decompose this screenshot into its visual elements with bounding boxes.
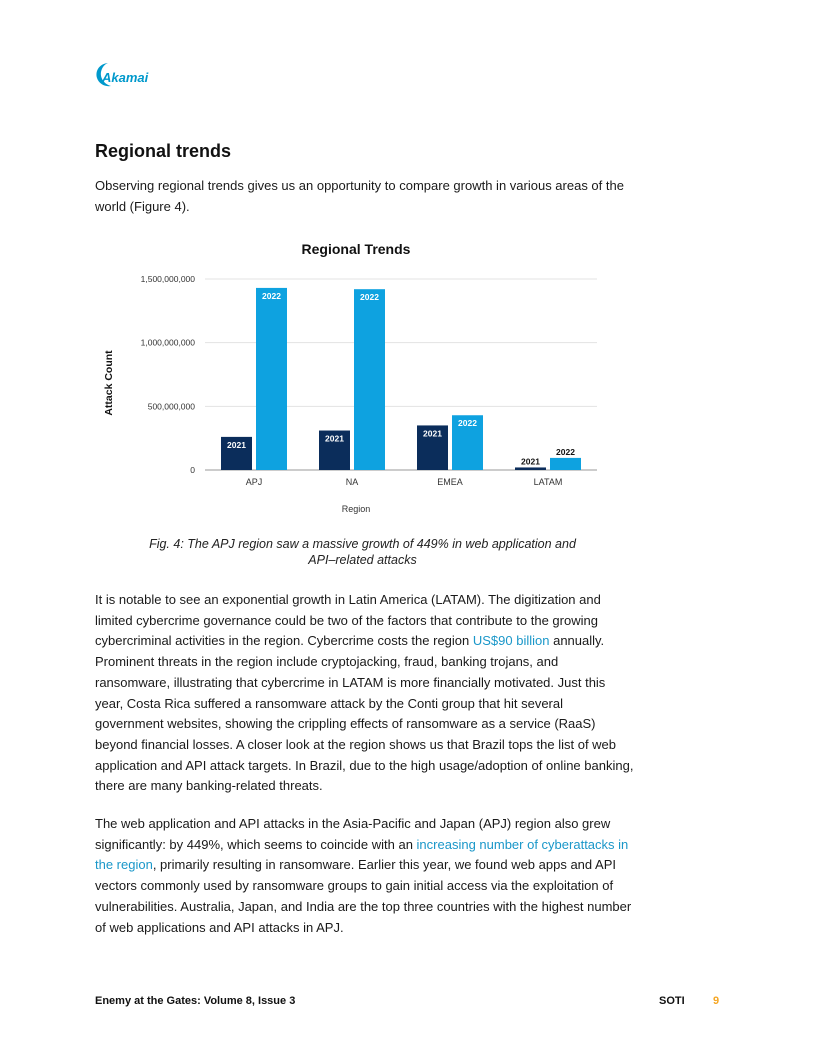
chart-title: Regional Trends (301, 241, 411, 257)
paragraph-text: The web application and API attacks in the Asia-Pacific and Japan (APJ) region also grew significantly: by 449%, which seems to coincide with an (95, 816, 611, 852)
x-tick-label: LATAM (533, 477, 563, 487)
section-title: Regional trends (95, 141, 232, 161)
paragraph-text: , primarily resulting in ransomware. Earlier this year, we found web apps and API vectors commonly used by ransomware groups to gain initial access via the exploitation of vulnerabilities. Australia, Japan, and India are the top three countries with the highest number of web applications and API attacks in APJ. (95, 857, 632, 935)
y-tick-label: 0 (190, 465, 195, 475)
y-axis-label: Attack Count (103, 350, 115, 416)
data-label-apj-2022: 2022 (262, 290, 281, 301)
bar-na-2022 (354, 289, 385, 470)
x-tick-label: APJ (245, 477, 263, 487)
x-tick-label: NA (345, 477, 359, 487)
figure-caption: Fig. 4: The APJ region saw a massive growth of 449% in web application and API–related attacks (149, 537, 576, 567)
bar-apj-2022 (256, 288, 287, 470)
data-label-apj-2021: 2021 (227, 439, 246, 450)
x-axis-label: Region (341, 504, 371, 514)
y-tick-label: 1,500,000,000 (140, 274, 195, 284)
data-label-emea-2022: 2022 (458, 418, 477, 429)
paragraph-text: It is notable to see an exponential growth in Latin America (LATAM). The digitization and limited cybercrime governance could be two of the factors that contribute to the growing cybercriminal activities in the region. Cybercrime costs the region (95, 592, 601, 649)
body-paragraph-apj (95, 814, 635, 938)
cyberattacks-region-link[interactable]: increasing number of cyberattacks in the region (95, 836, 629, 873)
footer-report-title: Enemy at the Gates: Volume 8, Issue 3 (95, 995, 296, 1007)
intro-paragraph: Observing regional trends gives us an opportunity to compare growth in various areas of the world (Figure 4). (95, 178, 624, 214)
logo-wordmark: Akamai (102, 70, 149, 85)
data-label-na-2021: 2021 (325, 433, 344, 444)
data-label-emea-2021: 2021 (423, 428, 442, 439)
y-tick-label: 1,000,000,000 (140, 337, 195, 348)
x-tick-label: EMEA (437, 477, 463, 487)
bar-latam-2022 (550, 458, 581, 470)
data-label-latam-2022: 2022 (556, 446, 575, 457)
y-tick-label: 500,000,000 (147, 401, 195, 412)
bar-latam-2021 (515, 467, 546, 470)
paragraph-text: annually. Prominent threats in the region include cryptojacking, fraud, banking trojans, and ransomware, illustrating that cybercrime in LATAM is more financially motivated. Just this year, Costa Rica suffered a ransomware attack by the Conti group that hit several government websites, showing the crippling effects of ransomware as a service (RaaS) beyond financial losses. A closer look at the region shows us that Brazil tops the list of web application and API attack targets. In Brazil, due to the high usage/adoption of online banking, there are many banking-related threats. (95, 633, 634, 794)
data-label-na-2022: 2022 (360, 292, 379, 303)
data-label-latam-2021: 2021 (521, 456, 540, 467)
regional-trends-chart (95, 232, 625, 522)
akamai-logo (94, 60, 158, 88)
footer-soti-label: SOTI (659, 995, 685, 1007)
body-paragraph-latam (95, 590, 635, 797)
us90-billion-link[interactable]: US$90 billion (472, 633, 550, 649)
page-number: 9 (713, 995, 720, 1007)
